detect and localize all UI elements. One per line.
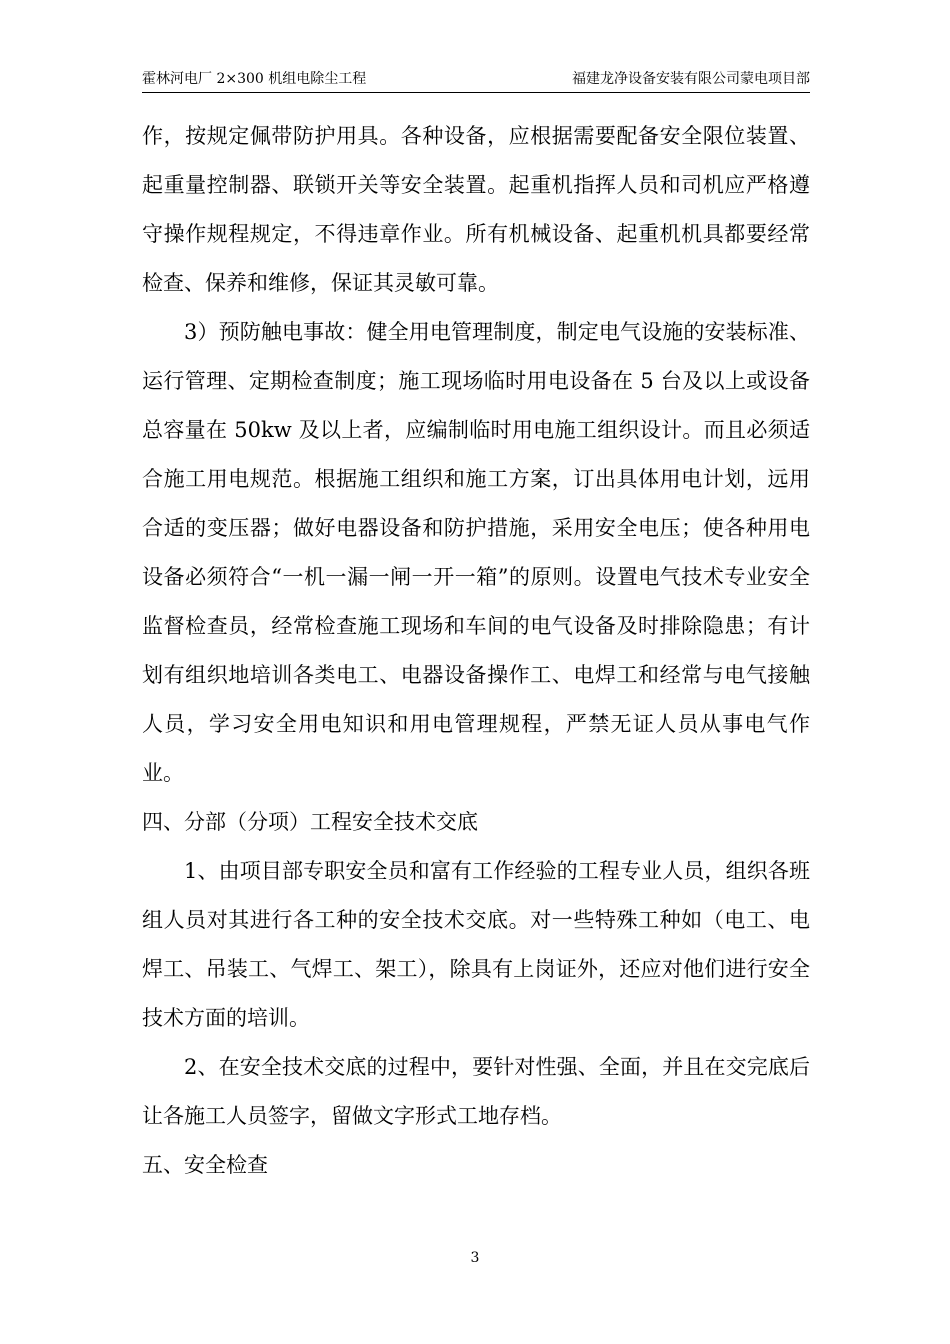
paragraph-electric-shock-prevention: 3）预防触电事故：健全用电管理制度，制定电气设施的安装标准、运行管理、定期检查制度；施工现场临时用电设备在 5 台及以上或设备总容量在 50kw 及以上者，应编制临时用电施工组织设计。而且必须适合施工用电规范。根据施工组织和施工方案，订出具体用电计划，远用合适的变压器；做好电器设备和防护措施，采用安全电压；使各种用电设备必须符合“一机一漏一闸一开一箱”的原则。设置电气技术专业安全监督检查员，经常检查施工现场和车间的电气设备及时排除隐患；有计划有组织地培训各类电工、电器设备操作工、电焊工和经常与电气接触人员，学习安全用电知识和用电管理规程，严禁无证人员从事电气作业。 — [142, 320, 810, 785]
paragraph-briefing-item-2: 2、在安全技术交底的过程中，要针对性强、全面，并且在交完底后让各施工人员签字，留做文字形式工地存档。 — [142, 1055, 810, 1128]
paragraph-equipment-safety: 作，按规定佩带防护用具。各种设备，应根据需要配备安全限位装置、起重量控制器、联锁开关等安全装置。起重机指挥人员和司机应严格遵守操作规程规定，不得违章作业。所有机械设备、起重机机具都要经常检查、保养和维修，保证其灵敏可靠。 — [142, 124, 810, 295]
section-heading-technical-briefing: 四、分部（分项）工程安全技术交底 — [142, 810, 478, 834]
document-body — [142, 112, 810, 1190]
header-company-name: 福建龙净设备安装有限公司蒙电项目部 — [572, 71, 810, 87]
header-project-name: 霍林河电厂 2×300 机组电除尘工程 — [142, 71, 367, 87]
section-heading-safety-inspection: 五、安全检查 — [142, 1153, 268, 1177]
page-number: 3 — [470, 1250, 480, 1266]
paragraph-briefing-item-1: 1、由项目部专职安全员和富有工作经验的工程专业人员，组织各班组人员对其进行各工种的安全技术交底。对一些特殊工种如（电工、电焊工、吊装工、气焊工、架工），除具有上岗证外，还应对他们进行安全技术方面的培训。 — [142, 859, 810, 1030]
page-header — [142, 68, 810, 93]
